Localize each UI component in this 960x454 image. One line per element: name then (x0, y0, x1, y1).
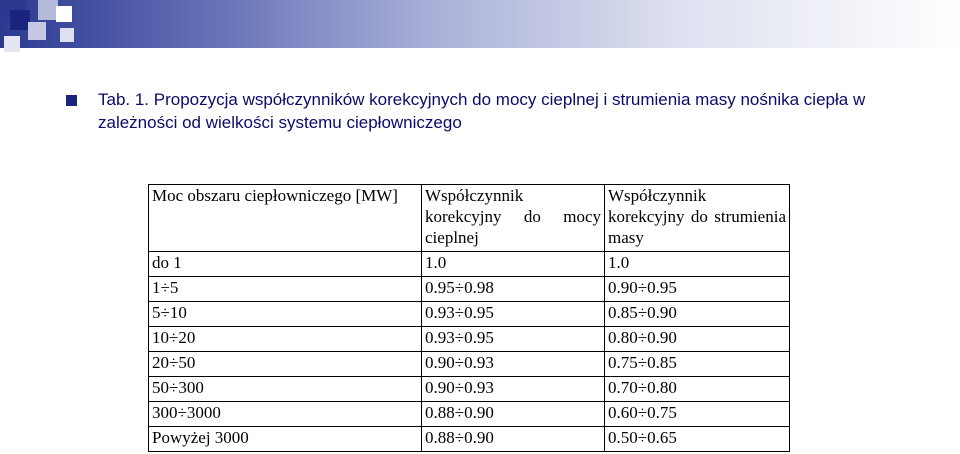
table-cell-mass-flow-factor: 0.80÷0.90 (605, 327, 790, 352)
table-cell-power: 50÷300 (149, 377, 422, 402)
table-cell-mass-flow-factor: 0.50÷0.65 (605, 427, 790, 452)
table-row (149, 302, 790, 327)
table-cell-power: do 1 (149, 252, 422, 277)
table-row (149, 427, 790, 452)
table-cell-heat-factor: 0.88÷0.90 (422, 402, 605, 427)
table-cell-power: 1÷5 (149, 277, 422, 302)
table-cell-mass-flow-factor: 0.90÷0.95 (605, 277, 790, 302)
table-cell-power: 5÷10 (149, 302, 422, 327)
header-cell-power: Moc obszaru ciepłowniczego [MW] (149, 185, 422, 252)
caption-text: Tab. 1. Propozycja współczynników korekcyjnych do mocy cieplnej i strumienia masy nośnika ciepła w zależności od wielkości systemu ciepłowniczego (98, 90, 866, 132)
table-cell-heat-factor: 0.93÷0.95 (422, 327, 605, 352)
table-cell-mass-flow-factor: 1.0 (605, 252, 790, 277)
decorative-square (60, 28, 74, 42)
table-cell-heat-factor: 0.90÷0.93 (422, 377, 605, 402)
table-cell-power: 20÷50 (149, 352, 422, 377)
decorative-square (56, 6, 72, 22)
table-row (149, 402, 790, 427)
table-header-row (149, 185, 790, 252)
table-cell-power: 300÷3000 (149, 402, 422, 427)
table-row (149, 277, 790, 302)
header-cell-heat-factor: Współczynnik korekcyjny do mocy cieplnej (422, 185, 605, 252)
table-row (149, 327, 790, 352)
decorative-square (10, 10, 30, 30)
table-cell-heat-factor: 0.90÷0.93 (422, 352, 605, 377)
table-cell-heat-factor: 0.88÷0.90 (422, 427, 605, 452)
header-gradient-band (0, 0, 960, 48)
decorative-square (4, 36, 20, 52)
table-cell-power: Powyżej 3000 (149, 427, 422, 452)
table-cell-mass-flow-factor: 0.75÷0.85 (605, 352, 790, 377)
table-row (149, 377, 790, 402)
table-cell-heat-factor: 0.93÷0.95 (422, 302, 605, 327)
decorative-square (38, 0, 58, 20)
table-cell-heat-factor: 0.95÷0.98 (422, 277, 605, 302)
slide-caption (66, 88, 936, 134)
table-cell-mass-flow-factor: 0.60÷0.75 (605, 402, 790, 427)
table-cell-power: 10÷20 (149, 327, 422, 352)
table-row (149, 252, 790, 277)
table-cell-heat-factor: 1.0 (422, 252, 605, 277)
correction-factors-table (148, 184, 790, 452)
decorative-squares-logo (0, 0, 90, 60)
decorative-square (28, 22, 46, 40)
table-row (149, 352, 790, 377)
table-cell-mass-flow-factor: 0.85÷0.90 (605, 302, 790, 327)
table-cell-mass-flow-factor: 0.70÷0.80 (605, 377, 790, 402)
header-cell-mass-flow-factor: Współczynnik korekcyjny do strumienia masy (605, 185, 790, 252)
bullet-square-icon (66, 95, 77, 106)
